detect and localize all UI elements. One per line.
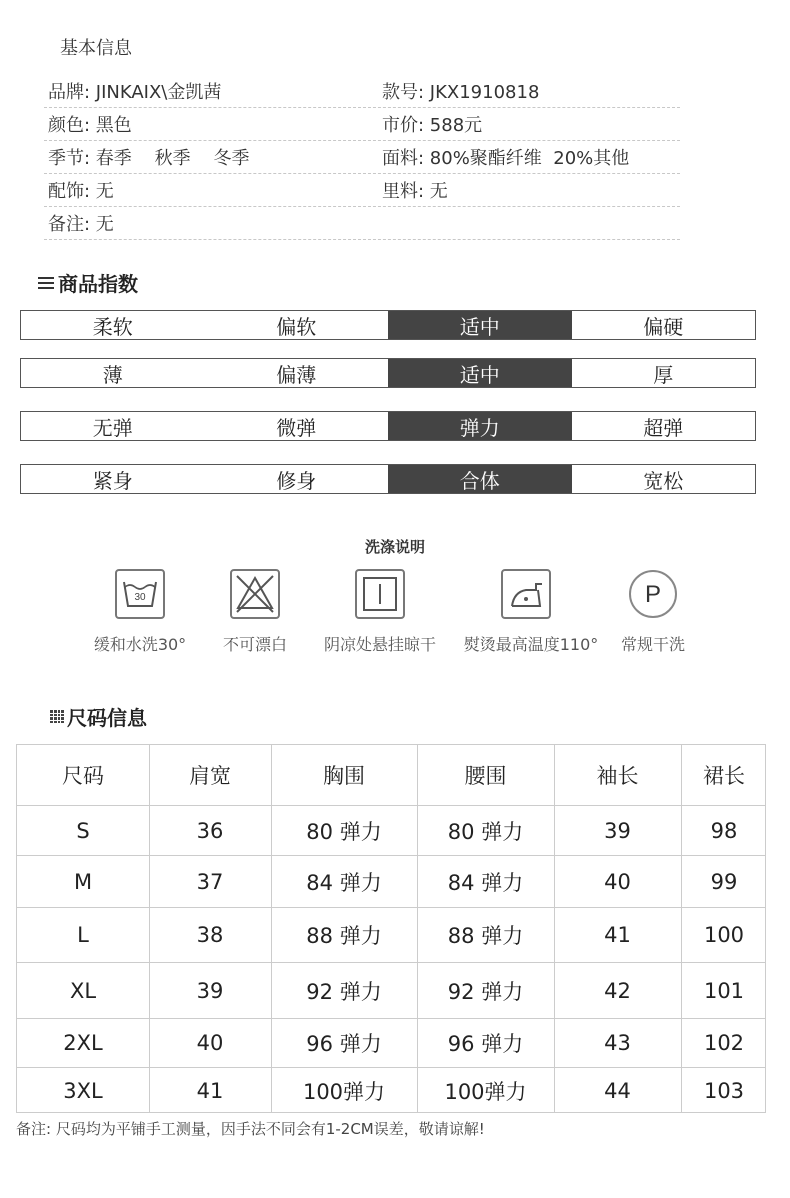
- cell-waist: 80 弹力: [447, 819, 524, 844]
- info-season: 季节: 春季 秋季 冬季: [48, 148, 250, 169]
- info-row: [44, 74, 680, 108]
- index-row-softness: [20, 310, 756, 340]
- cell-skirt-length: 102: [703, 1031, 745, 1055]
- basic-info-title: 基本信息: [60, 38, 132, 59]
- cell-size: S: [76, 818, 90, 843]
- index-row-elasticity: [20, 411, 756, 441]
- cell-skirt-length: 101: [703, 978, 745, 1003]
- index-cell: 偏薄: [276, 362, 317, 387]
- table-row: [17, 1067, 765, 1113]
- wash-temperature-label: 30: [134, 592, 146, 603]
- cell-waist: 84 弹力: [447, 870, 524, 895]
- cell-size: 2XL: [63, 1031, 103, 1055]
- cell-sleeve: 43: [604, 1031, 631, 1055]
- index-cell: 适中: [388, 359, 572, 387]
- index-cell: 薄: [102, 362, 123, 387]
- wash-30-icon: [114, 568, 166, 620]
- wash-label: 不可漂白: [222, 635, 287, 654]
- index-cell: 偏软: [276, 314, 317, 339]
- cell-size: 3XL: [63, 1078, 103, 1103]
- cell-bust: 84 弹力: [306, 870, 382, 895]
- cell-sleeve: 44: [604, 1078, 631, 1103]
- table-row: [17, 855, 765, 907]
- info-color: 颜色: 黑色: [48, 115, 132, 136]
- info-row: [44, 206, 680, 240]
- wash-label: 熨烫最高温度110°: [463, 635, 599, 654]
- table-row: [17, 805, 765, 855]
- grid-icon: [50, 710, 64, 723]
- line-dry-shade-icon: [354, 568, 406, 620]
- info-brand: 品牌: JINKAIX\金凯茜: [48, 82, 222, 103]
- cell-skirt-length: 100: [703, 923, 745, 947]
- info-lining: 里料: 无: [382, 181, 448, 202]
- table-row: [17, 962, 765, 1018]
- cell-bust: 88 弹力: [306, 924, 382, 948]
- index-cell: 弹力: [388, 412, 572, 440]
- size-table-header: [17, 745, 765, 805]
- index-cell: 微弹: [276, 415, 317, 440]
- wash-label: 常规干洗: [620, 635, 685, 654]
- cell-bust: 96 弹力: [306, 1032, 382, 1056]
- table-row: [17, 907, 765, 962]
- cell-sleeve: 42: [604, 978, 631, 1003]
- cell-shoulder: 39: [196, 978, 224, 1003]
- cell-bust: 92 弹力: [306, 979, 382, 1004]
- index-cell: 紧身: [92, 468, 133, 493]
- cell-shoulder: 41: [196, 1078, 224, 1103]
- header-shoulder: 肩宽: [189, 764, 231, 788]
- index-cell: 厚: [653, 362, 674, 387]
- header-skirt-length: 裙长: [703, 764, 745, 788]
- cell-waist: 88 弹力: [447, 924, 524, 948]
- index-cell: 适中: [388, 311, 572, 339]
- measurement-note: 备注: 尺码均为平铺手工测量，因手法不同会有1-2CM误差，敬请谅解!: [16, 1120, 485, 1138]
- washing-title: 洗涤说明: [364, 538, 425, 556]
- cell-waist: 96 弹力: [447, 1032, 524, 1056]
- cell-waist: 92 弹力: [447, 979, 524, 1004]
- index-cell: 修身: [276, 468, 317, 493]
- cell-bust: 100弹力: [302, 1079, 386, 1104]
- size-table: [16, 744, 766, 1113]
- cell-sleeve: 40: [604, 869, 631, 894]
- info-accessory: 配饰: 无: [48, 181, 114, 202]
- cell-skirt-length: 99: [710, 869, 738, 894]
- table-row: [17, 1018, 765, 1067]
- no-bleach-icon: [229, 568, 281, 620]
- product-index-title: 商品指数: [38, 268, 138, 297]
- cell-bust: 80 弹力: [306, 819, 382, 844]
- iron-icon: [500, 568, 552, 620]
- cell-skirt-length: 103: [703, 1078, 745, 1103]
- index-row-thickness: [20, 358, 756, 388]
- index-cell: 柔软: [92, 314, 133, 339]
- info-fabric: 面料: 80%聚酯纤维 20%其他: [382, 148, 630, 169]
- cell-size: XL: [69, 978, 97, 1003]
- cell-sleeve: 39: [604, 818, 631, 843]
- index-cell: 合体: [388, 465, 572, 493]
- cell-shoulder: 40: [196, 1031, 224, 1055]
- header-waist: 腰围: [464, 764, 507, 788]
- cell-size: L: [77, 923, 89, 947]
- list-lines-icon: [38, 277, 54, 289]
- header-size: 尺码: [62, 764, 104, 788]
- size-info-title: 尺码信息: [50, 702, 147, 731]
- dry-clean-letter: P: [644, 581, 662, 608]
- index-cell: 无弹: [92, 415, 133, 440]
- cell-shoulder: 37: [196, 869, 224, 894]
- index-cell: 超弹: [643, 415, 684, 440]
- cell-size: M: [73, 869, 93, 894]
- index-cell: 偏硬: [643, 314, 684, 339]
- info-remark: 备注: 无: [48, 214, 114, 235]
- cell-sleeve: 41: [604, 923, 631, 947]
- wash-label: 缓和水洗30°: [93, 635, 187, 654]
- info-row: [44, 107, 680, 141]
- cell-waist: 100弹力: [444, 1079, 527, 1104]
- info-price: 市价: 588元: [382, 115, 483, 136]
- cell-shoulder: 36: [196, 818, 224, 843]
- wash-label: 阴凉处悬挂晾干: [323, 635, 436, 654]
- header-sleeve: 袖长: [596, 764, 639, 788]
- cell-skirt-length: 98: [710, 818, 738, 843]
- dry-clean-icon: [627, 568, 679, 620]
- index-row-fit: [20, 464, 756, 494]
- cell-shoulder: 38: [196, 923, 224, 947]
- info-row: [44, 140, 680, 174]
- index-cell: 宽松: [643, 468, 684, 493]
- info-row: [44, 173, 680, 207]
- header-bust: 胸围: [323, 764, 365, 788]
- info-style-number: 款号: JKX1910818: [382, 82, 540, 103]
